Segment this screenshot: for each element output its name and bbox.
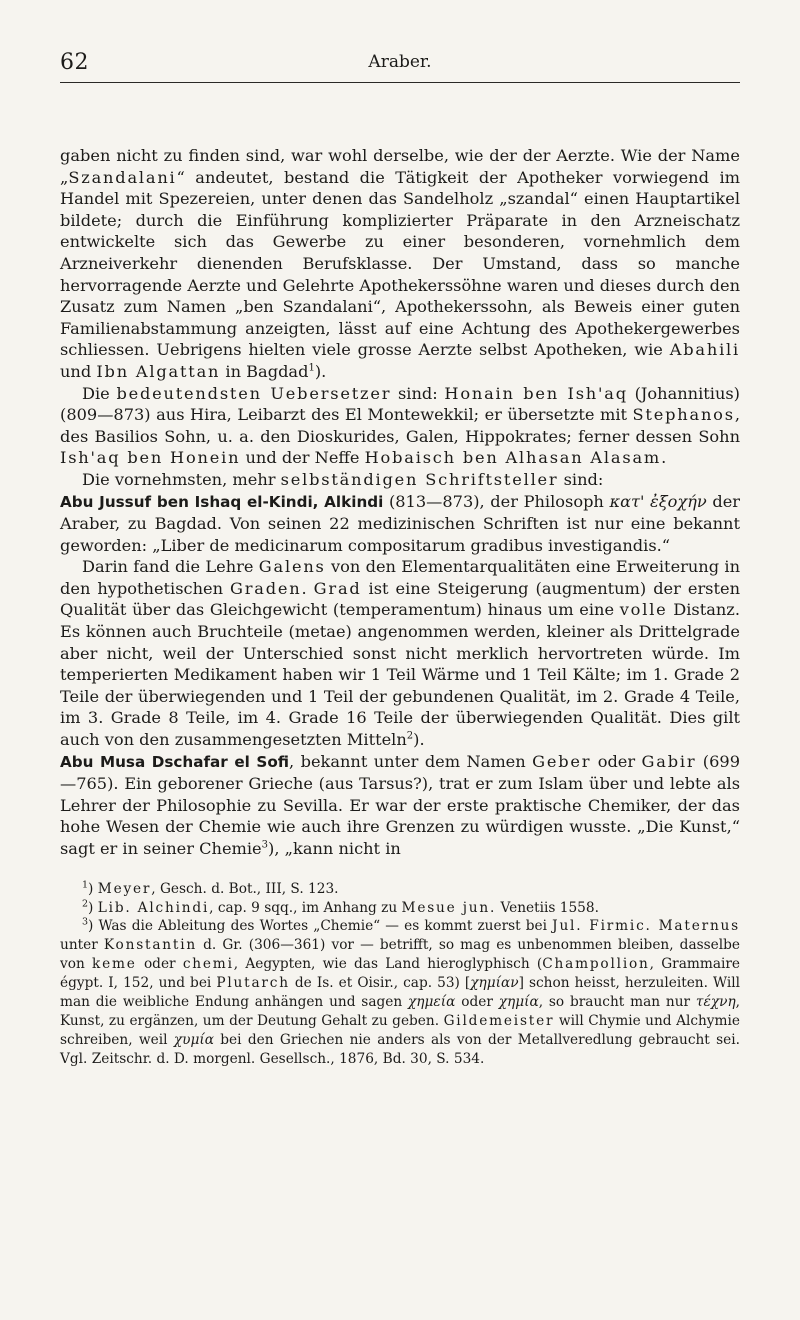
text-run: , cap. 9 sqq., im Anhang zu <box>209 899 402 916</box>
text-run: sind: <box>558 469 604 489</box>
running-title: Araber. <box>368 52 432 72</box>
text-run: , des Basilios Sohn, u. a. den Dioskurides, Galen, Hippokrates; ferner dessen Sohn <box>60 405 740 446</box>
text-run: ) <box>88 899 98 916</box>
text-run: , Gesch. d. Bot., III, S. 123. <box>151 880 339 897</box>
spaced-name: Mesue jun. <box>401 899 497 916</box>
book-page <box>60 48 740 1069</box>
spaced-name: Jul. Firmic. Maternus <box>552 918 740 935</box>
spaced-term: volle <box>619 600 668 620</box>
footnote-2 <box>60 899 740 918</box>
footnote-1 <box>60 880 740 899</box>
greek-word: χημεία <box>408 994 456 1011</box>
text-run: “ andeutet, bestand die Tätigkeit der Apotheker vorwiegend im Handel mit Spezereien, unter denen das Sandelholz „szandal“ einen Hauptartikel bildete; durch die Einführung komplizierter Präparate in den Arzneischatz entwickelte sich das Gewerbe zu einer besonderen, vornehmlich dem Arzneiverkehr dienenden Berufsklasse. Der Umstand, dass so manche hervorragende Aerzte und Gelehrte Apothekerssöhne waren und dieses durch den Zusatz zum Namen „ben Szandalani“, Apothekerssohn, als Beweis einer guten Familienabstammung anzeigten, lässt auf eine Achtung des Apothekergewerbes schliessen. Uebrigens hielten viele grosse Aerzte selbst Apotheken, wie <box>60 167 740 360</box>
spaced-name: Gildemeister <box>443 1012 555 1029</box>
text-run: ist eine Steigerung (augmentum) der ersten Qualität über das Gleichgewicht (temperamentum) hinaus um eine <box>60 578 741 620</box>
spaced-name: Champollion <box>542 956 650 973</box>
author-heading: Abu Musa Dschafar el Sofi <box>60 752 290 771</box>
spaced-name: Galens <box>258 557 326 577</box>
text-run: und der Neffe <box>240 448 365 468</box>
footnotes <box>60 880 740 1069</box>
spaced-name: Lib. Alchindi <box>97 899 210 916</box>
text-run: ] schon heisst, herzuleiten. Will man die weibliche Endung anhängen und sagen <box>60 975 740 1011</box>
text-run: Distanz. Es können auch Bruchteile (metae) angenommen werden, kleiner als Drittelgrade aber nicht, weil der Unterschied sonst nicht merklich hervortreten würde. Im temperierten Medikament haben wir 1 Teil Wärme und 1 Teil Kälte; im 1. Grade 2 Teile der überwiegenden und 1 Teil der gebundenen Qualität, im 2. Grade 4 Teile, im 3. Grade 8 Teile, im 4. Grade 16 Teile der überwiegenden Qualität. Dies gilt auch von den zusammengesetzten Mitteln <box>60 600 740 750</box>
spaced-name: Hobaisch ben Alhasan Alasam <box>364 448 662 468</box>
text-run: (699—765). Ein geborener Grieche (aus Tarsus?), trat er zum Islam über und lebte als Lehrer der Philosophie zu Sevilla. Er war der erste praktische Chemiker, der das hohe Wesen der Chemie wie auch ihre Grenzen zu würdigen wusste. „Die Kunst,“ sagt er in seiner Chemie <box>60 751 741 858</box>
text-run: , Aegypten, wie das Land hieroglyphisch ( <box>233 956 543 973</box>
text-run: , so braucht man nur <box>538 994 696 1011</box>
footnote-marker: 3 <box>82 916 89 928</box>
spaced-term: bedeutendsten Uebersetzer <box>116 383 392 403</box>
text-run: (Johannitius) (809—873) aus Hira, Leibarzt des El Montewekkil; er übersetzte mit <box>60 383 740 425</box>
text-run: oder <box>455 994 499 1011</box>
page-number: 62 <box>60 50 89 75</box>
text-run: (813—873), der Philosoph <box>383 491 610 511</box>
text-run: von den Elementarqualitäten eine Erweiterung in den hypothetischen <box>60 557 740 598</box>
spaced-name: Gabir <box>641 751 697 771</box>
text-run: will Chymie und Alchymie schreiben, weil <box>60 1012 740 1048</box>
footnote-reference[interactable]: 3 <box>261 839 269 851</box>
text-run: gaben nicht zu finden sind, war wohl derselbe, wie der der Aerzte. Wie der Name „ <box>60 146 740 187</box>
greek-word: χημία <box>498 994 539 1011</box>
greek-word: χυμία <box>173 1031 214 1048</box>
text-run: Die <box>82 383 117 403</box>
text-run: Die vornehmsten, mehr <box>82 469 281 489</box>
text-run: sind: <box>391 383 445 403</box>
footnote-reference[interactable]: 2 <box>406 730 414 742</box>
text-run: de Is. et Oisir., cap. 53) [ <box>289 975 471 992</box>
footnote-marker: 1 <box>82 879 89 891</box>
spaced-term: chemi <box>182 956 234 973</box>
paragraph-apothecaries <box>60 145 740 383</box>
running-head <box>60 48 740 83</box>
text-run: oder <box>136 956 183 973</box>
text-run: d. Gr. (306—361) vor — betrifft, so mag es unbenommen bleiben, dasselbe von <box>60 937 740 973</box>
spaced-term: selbständigen Schriftsteller <box>280 469 559 489</box>
spaced-name: Stephanos <box>632 405 735 425</box>
spaced-name: Honain ben Ish'aq <box>444 383 628 403</box>
text-run: ), „kann nicht in <box>268 839 401 858</box>
text-run: , Kunst, zu ergänzen, um der Deutung Gehalt zu geben. <box>60 994 740 1029</box>
text-run: ) Was die Ableitung des Wortes „Chemie“ — es kommt zuerst bei <box>88 918 553 935</box>
paragraph-alkindi <box>60 469 740 556</box>
text-run: . <box>661 448 667 468</box>
footnote-reference[interactable]: 1 <box>308 362 315 374</box>
author-heading: Abu Jussuf ben Ishaq el-Kindi, Alkindi <box>60 492 384 511</box>
spaced-name: Abahili <box>669 340 740 360</box>
spaced-term: Szandalani <box>68 167 177 187</box>
greek-phrase: κατ' ἐξοχήν <box>609 491 707 511</box>
text-run: Venetiis 1558. <box>496 899 599 916</box>
text-run: und <box>60 361 97 381</box>
spaced-term: keme <box>92 956 137 973</box>
greek-word: χημίαν <box>470 975 519 992</box>
text-run: unter <box>60 937 104 954</box>
spaced-term: Graden <box>230 578 302 598</box>
spaced-name: Geber <box>532 751 592 771</box>
paragraph-degrees <box>60 556 740 750</box>
spaced-term: Grad <box>313 578 362 598</box>
footnote-3 <box>60 917 740 1068</box>
paragraph-translators <box>60 383 740 469</box>
main-text <box>60 145 740 860</box>
text-run: Darin fand die Lehre <box>82 557 259 577</box>
text-run: ). <box>314 361 327 381</box>
greek-word: τέχνη <box>695 994 736 1011</box>
paragraph-geber <box>60 751 740 860</box>
text-run: bei den Griechen nie anders als von der Metallveredlung gebraucht sei. Vgl. Zeitschr. d. D. morgenl. Gesellsch., 1876, Bd. 30, S. 534. <box>60 1031 740 1067</box>
spaced-name: Ibn Algattan <box>96 361 221 381</box>
text-run: oder <box>591 751 642 771</box>
text-run: , bekannt unter dem Namen <box>289 751 533 771</box>
text-run: der Araber, zu Bagdad. Von seinen 22 medizinischen Schriften ist nur eine bekannt geworden: „Liber de medicinarum compositarum gradibus investigandis.“ <box>60 491 741 555</box>
text-run: in Bagdad <box>220 361 309 381</box>
footnote-marker: 2 <box>82 897 89 909</box>
spaced-name: Konstantin <box>103 937 197 954</box>
spaced-name: Plutarch <box>216 975 290 992</box>
text-run: . <box>301 578 314 598</box>
text-run: ) <box>88 880 98 897</box>
text-run: , Grammaire égypt. I, 152, und bei <box>60 956 741 992</box>
spaced-name: Meyer <box>97 880 152 897</box>
spaced-name: Ish'aq ben Honein <box>60 448 241 468</box>
text-run: ). <box>413 730 425 750</box>
